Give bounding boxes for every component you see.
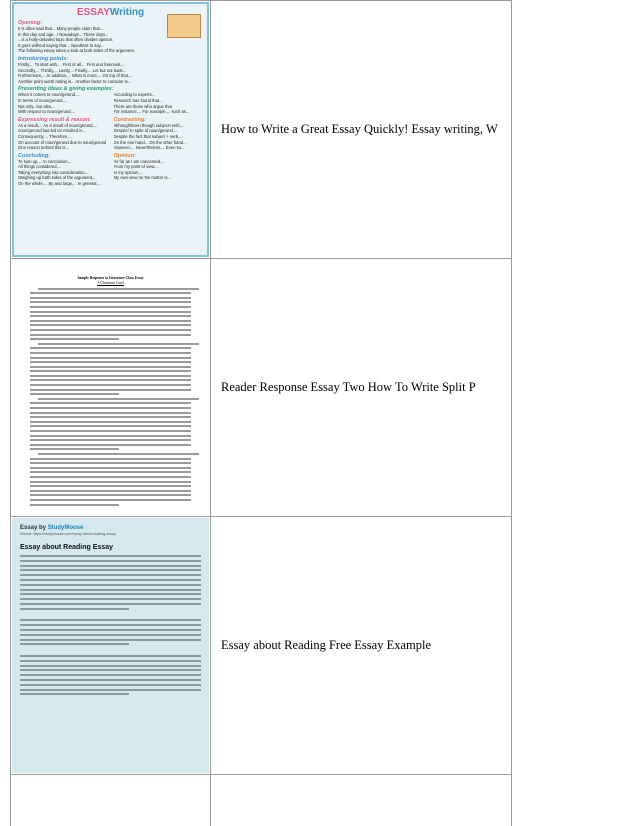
text-line: [30, 384, 191, 386]
text-line: [30, 467, 191, 469]
text-line: [30, 416, 191, 418]
text-line: [20, 608, 129, 610]
text-line: [30, 425, 191, 427]
text-line: [30, 329, 191, 331]
phrase-line: There are those who argue that: [113, 103, 172, 109]
text-line: [30, 347, 191, 349]
section-heading: Introducing points:: [18, 55, 69, 62]
text-line: [38, 343, 199, 345]
text-line: [30, 379, 191, 381]
text-line: [30, 297, 191, 299]
phrase-line: My own view on the matter is...: [113, 175, 171, 181]
result-caption-link[interactable]: Reader Response Essay Two How To Write Split P: [221, 380, 476, 394]
text-line: [30, 370, 191, 372]
result-caption-link[interactable]: How to Write a Great Essay Quickly! Essay writing, W: [221, 122, 498, 136]
section-heading: Presenting ideas & giving examples:: [18, 86, 114, 93]
text-line: [38, 288, 199, 290]
text-line: [20, 660, 201, 662]
phrase-line: It is often said that... Many people claim that...: [18, 26, 104, 31]
phrase-line: For instance,... For example,... such as...: [113, 109, 190, 115]
text-line: [30, 439, 191, 441]
text-line: [20, 689, 201, 691]
phrase-line: Consequently,... Therefore,...: [18, 133, 72, 139]
text-line: [30, 448, 119, 450]
text-line: [30, 389, 191, 391]
text-line: [30, 485, 191, 487]
document-body: [30, 288, 191, 506]
text-line: [20, 679, 201, 681]
phrase-line: Despite/ In spite of noun/gerund,...: [113, 128, 178, 134]
phrase-line: In my opinion,...: [113, 169, 144, 175]
phrase-line: Another point worth noting is... Another factor to consider is...: [18, 78, 132, 84]
section-heading: Opinion:: [113, 152, 137, 159]
text-line: [20, 624, 201, 626]
text-line: [20, 569, 201, 571]
text-line: [20, 669, 201, 671]
text-line: [30, 292, 191, 294]
text-line: [30, 361, 191, 363]
phrase-line: The following essay takes a look at both sides of the argument.: [18, 48, 135, 54]
text-line: [20, 555, 201, 557]
result-row[interactable]: [11, 0, 511, 258]
phrase-line: From my point of view,...: [113, 164, 159, 170]
text-line: [20, 574, 201, 576]
phrase-line: As a result,... As a result of noun/gerund,...: [18, 122, 98, 128]
phrase-line: Firstly,... To start with,... First of all,... First and foremost,...: [18, 61, 126, 67]
phrase-line: To sum up,... In conclusion,...: [18, 158, 73, 164]
text-line: [30, 471, 191, 473]
text-line: [38, 453, 199, 455]
text-line: [20, 639, 201, 641]
phrase-line: All things considered,...: [18, 164, 62, 170]
text-line: [30, 334, 191, 336]
phrase-line: With respect to noun/gerund,...: [18, 109, 76, 115]
infographic-title: ESSAYWriting: [76, 7, 145, 18]
text-line: [30, 375, 191, 377]
text-line: [20, 684, 201, 686]
phrase-line: In terms of noun/gerund,...: [18, 97, 68, 103]
document-subtitle: A Christmas Carol: [97, 280, 124, 285]
text-line: [20, 603, 201, 605]
text-line: [20, 579, 201, 581]
phrase-line: On the whole,... By and large,... In general,...: [18, 181, 102, 187]
text-line: [30, 407, 191, 409]
phrase-line: On account of noun/gerund due to noun/gerund: [18, 139, 107, 145]
text-line: [30, 301, 191, 303]
result-row[interactable]: [11, 258, 511, 516]
text-line: [20, 560, 201, 562]
essay-heading: Essay about Reading Essay: [20, 544, 113, 551]
result-caption-cell: [211, 517, 511, 774]
text-line: [30, 402, 191, 404]
empty-thumbnail: [11, 775, 211, 826]
result-caption-link[interactable]: Essay about Reading Free Essay Example: [221, 638, 432, 652]
text-line: [30, 357, 191, 359]
text-line: [30, 430, 191, 432]
text-line: [30, 320, 191, 322]
phrase-line: It goes without saying that... Needless to say...: [18, 42, 105, 48]
text-line: [30, 306, 191, 308]
text-line: [20, 643, 129, 645]
phrase-line: Not only...but also...: [18, 103, 55, 109]
text-line: [20, 693, 129, 695]
search-results-grid: [10, 0, 512, 826]
text-line: [30, 458, 191, 460]
text-line: [20, 655, 201, 657]
text-line: [30, 324, 191, 326]
text-line: [20, 674, 201, 676]
result-thumbnail[interactable]: [11, 259, 211, 516]
text-line: [30, 481, 191, 483]
studymoose-essay-preview: [12, 518, 209, 773]
studymoose-brand: Essay by StudyMoose: [20, 525, 84, 531]
section-heading: Opening:: [18, 20, 43, 26]
result-caption-cell: [211, 1, 511, 258]
text-line: [30, 504, 119, 506]
text-line: [20, 589, 201, 591]
text-line: [30, 352, 191, 354]
text-line: [30, 435, 191, 437]
phrase-line: According to experts...: [113, 92, 156, 98]
phrase-line: When it comes to noun/gerund,...: [18, 92, 80, 98]
section-heading: Expressing result & reason:: [18, 116, 92, 123]
text-line: [20, 598, 201, 600]
phrase-line: Weighing up both sides of the argument,...: [18, 175, 97, 181]
phrase-line: However,... Nevertheless,... Even so...: [113, 145, 185, 151]
text-line: [20, 629, 201, 631]
phrase-line: Despite the fact that subject + verb,...: [113, 133, 183, 139]
text-line: [30, 421, 191, 423]
text-line: [30, 490, 191, 492]
text-line: [30, 366, 191, 368]
text-line: [30, 462, 191, 464]
essay-document-preview: [12, 260, 209, 515]
empty-caption-cell: [211, 775, 511, 826]
text-line: [20, 565, 201, 567]
text-line: [20, 665, 201, 667]
empty-result-row: [11, 774, 511, 826]
notebook-illustration: [167, 14, 201, 38]
text-line: [20, 634, 201, 636]
section-heading: Concluding:: [18, 152, 51, 159]
text-line: [30, 311, 191, 313]
phrase-line: Secondly,... Thirdly,... Lastly,... Finally,... Let but not least...: [18, 67, 127, 73]
essay-body: [20, 555, 201, 702]
text-line: [38, 398, 199, 400]
phrase-line: Taking everything into consideration,...: [18, 169, 90, 175]
phrase-line: As far as I am concerned,...: [113, 158, 165, 164]
text-line: [20, 593, 201, 595]
text-line: [30, 315, 191, 317]
phrase-line: Although/Even though subject+verb,...: [113, 122, 185, 128]
text-line: [30, 494, 191, 496]
document-title: Sample Response to Literature Class Essay: [77, 276, 144, 280]
text-line: [30, 412, 191, 414]
text-line: [20, 584, 201, 586]
text-line: [20, 619, 201, 621]
text-line: [30, 338, 119, 340]
phrase-line: Furthermore,... In addition,... What is more,... On top of that,...: [18, 73, 133, 79]
phrase-line: ...is a hotly-debated topic that often divides opinion.: [18, 37, 114, 43]
phrase-line: Research has found that...: [113, 97, 163, 103]
result-thumbnail[interactable]: [11, 1, 211, 258]
phrase-line: In this day and age.../ Nowadays... These days...: [18, 31, 109, 37]
phrase-line: One reason behind this is...: [18, 145, 69, 151]
text-line: [30, 393, 119, 395]
text-line: [30, 476, 191, 478]
phrase-line: On the one hand... On the other hand...: [113, 139, 187, 145]
phrase-line: noun/gerund has led to/ resulted in...: [18, 128, 86, 134]
result-thumbnail[interactable]: [11, 517, 211, 774]
result-row[interactable]: [11, 516, 511, 774]
source-url: Source: https://studymoose.com/essay-about-reading-essay: [20, 532, 116, 536]
section-heading: Contrasting:: [113, 116, 147, 123]
text-line: [30, 499, 191, 501]
result-caption-cell: [211, 259, 511, 516]
text-line: [30, 444, 191, 446]
essay-writing-infographic: [12, 2, 209, 257]
